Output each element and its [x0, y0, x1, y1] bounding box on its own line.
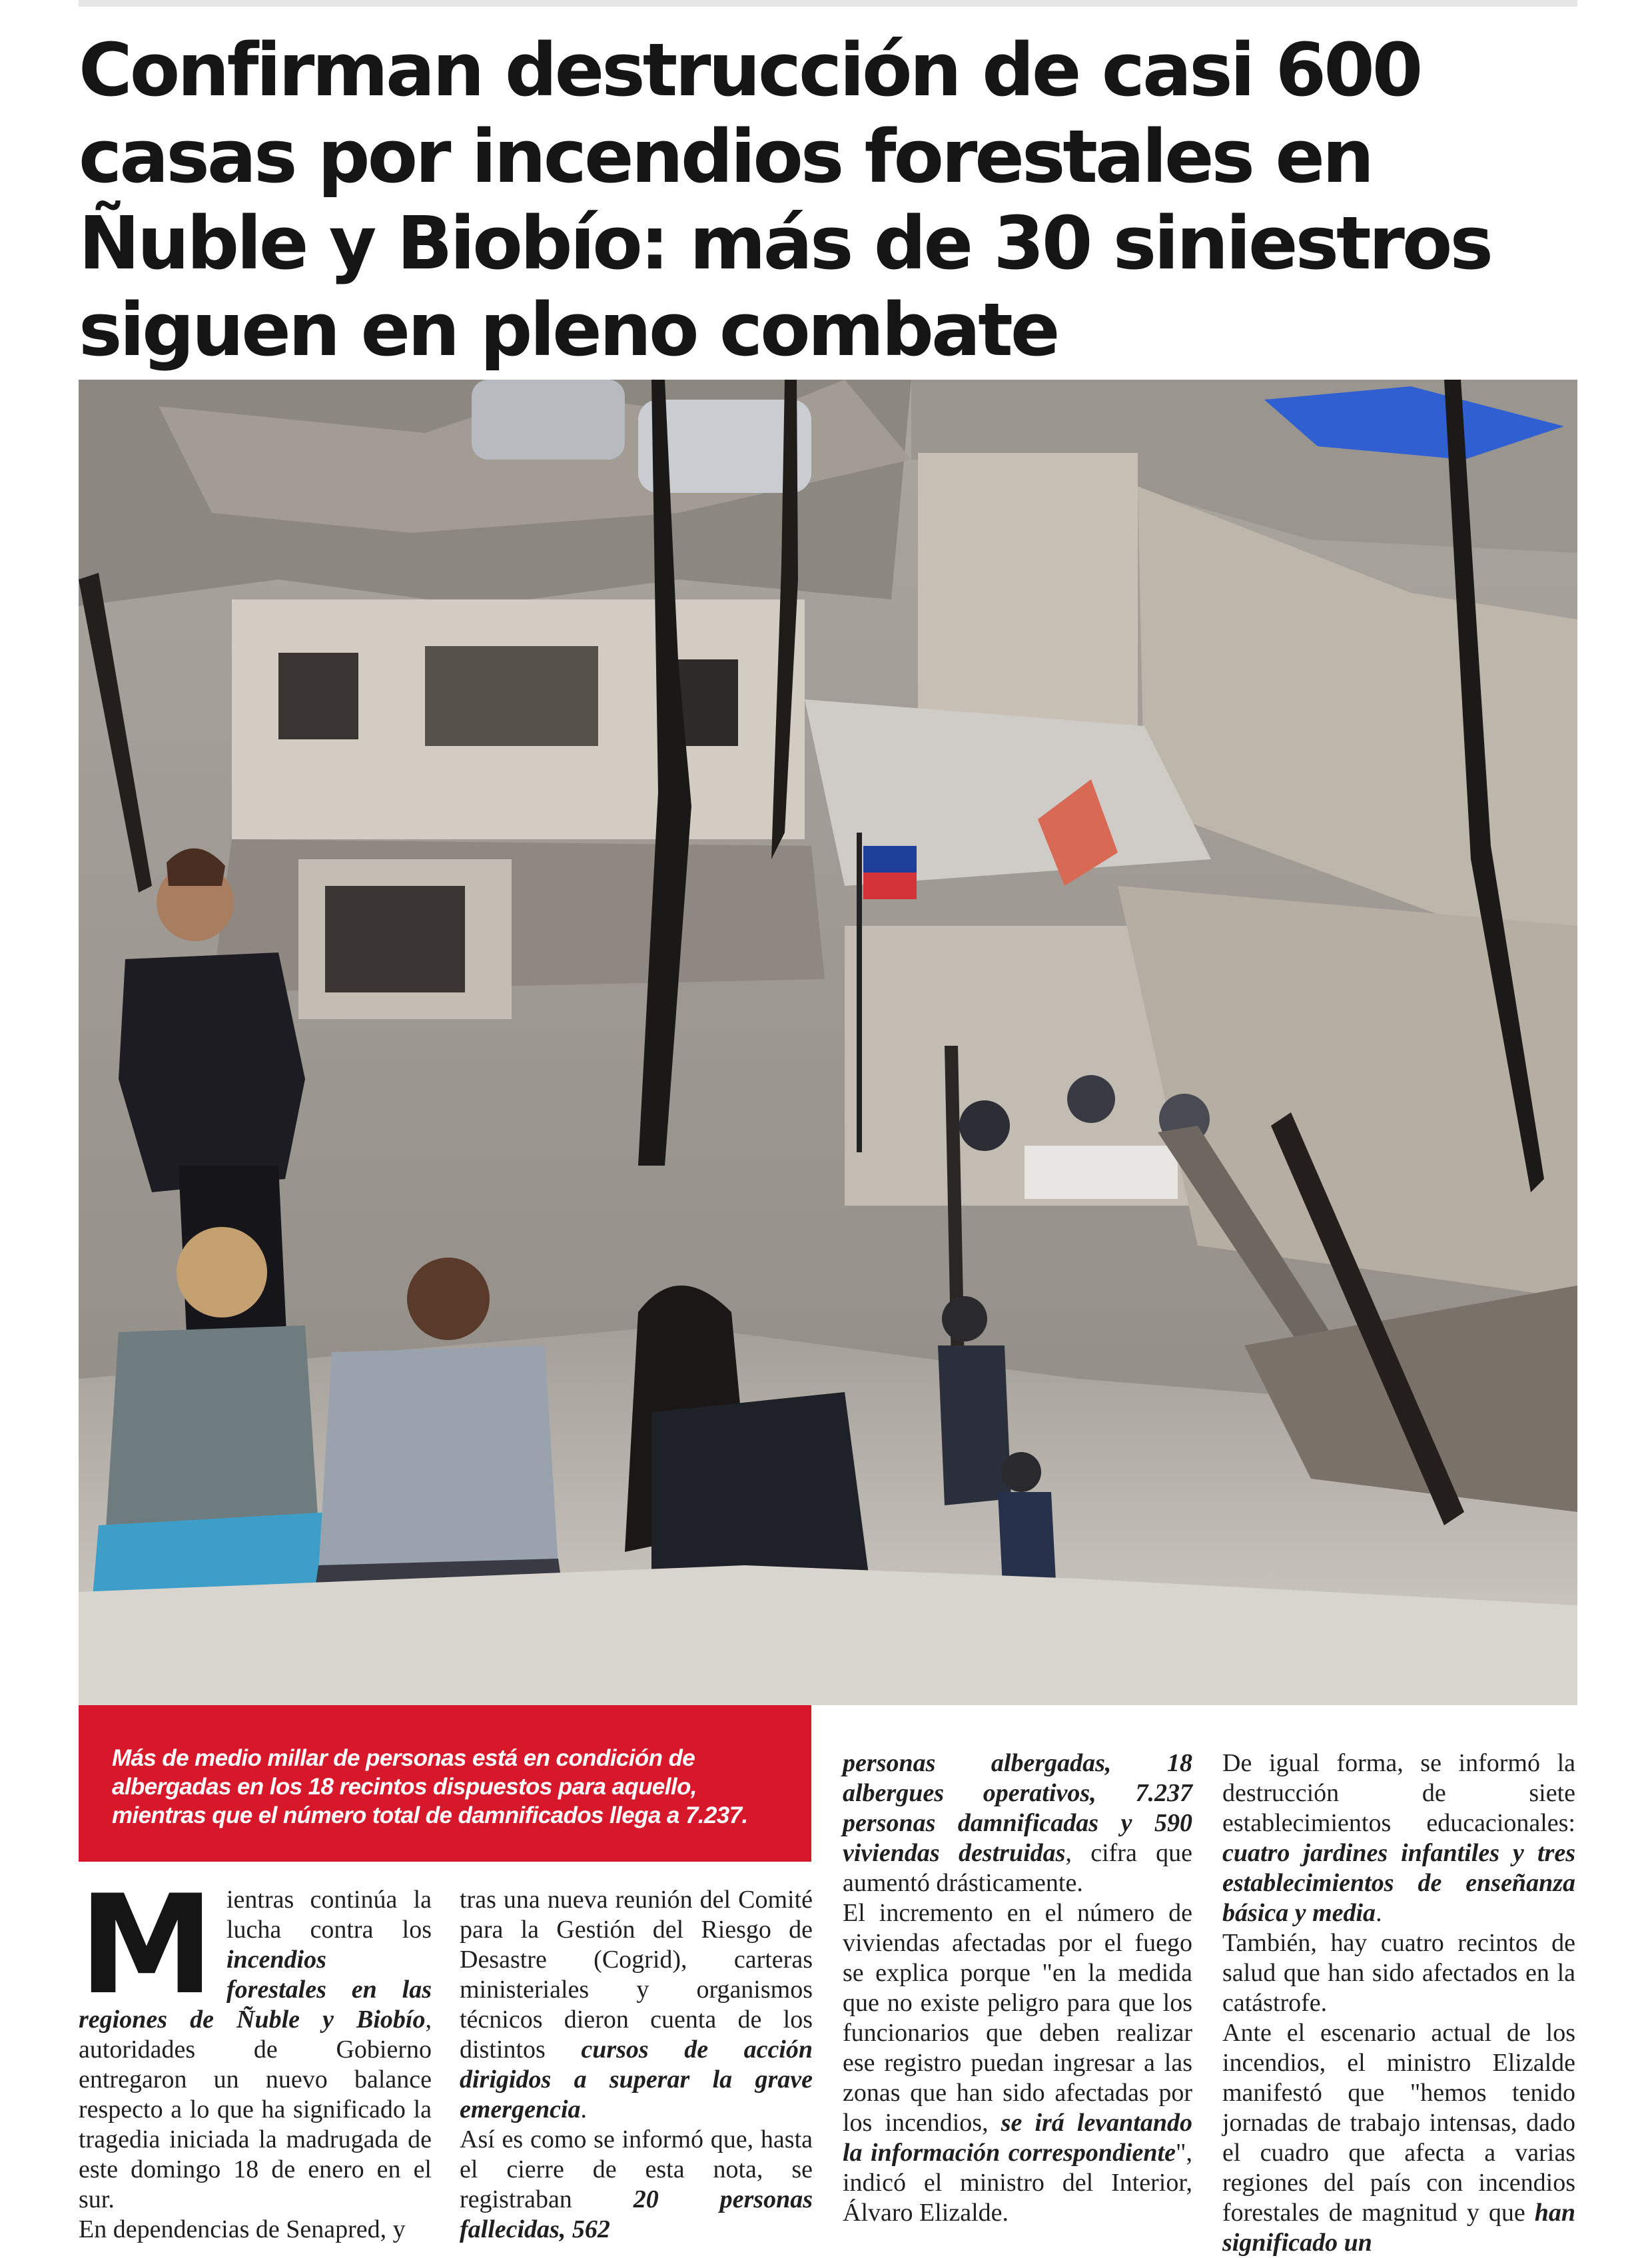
news-photo — [79, 380, 1577, 1705]
article-column-2 — [460, 1885, 813, 2245]
article-column-3 — [843, 1748, 1192, 2228]
article-paragraph: De igual forma, se informó la destrucción de siete establecimientos educacionales: cuatro jardines infantiles y tres establecimientos de enseñanza básica y media. — [1222, 1749, 1575, 1927]
article-column-4 — [1222, 1748, 1575, 2258]
article-paragraph: Así es como se informó que, hasta el cierre de esta nota, se registraban 20 personas fallecidas, 562 — [460, 2125, 813, 2243]
article-paragraph: El incremento en el número de viviendas afectadas por el fuego se explica porque "en la medida que no existe peligro para que los funcionarios que deben realizar ese registro puedan ingresar a las zonas que han sido afectadas por los incendios, se irá levantando la información correspondiente", indicó el ministro del Interior, Álvaro Elizalde. — [843, 1899, 1192, 2227]
photo-caption — [79, 1705, 811, 1862]
article-paragraph: Ante el escenario actual de los incendios, el ministro Elizalde manifestó que "hemos tenido jornadas de trabajo intensas, dado el cuadro que afecta a varias regiones del país con incendios forestales de magnitud y que han significado un — [1222, 2019, 1575, 2257]
top-rule — [79, 0, 1577, 7]
article-paragraph: También, hay cuatro recintos de salud que han sido afectados en la catástrofe. — [1222, 1929, 1575, 2017]
article-paragraph: Mientras continúa la lucha contra los incendios forestales en las regiones de Ñuble y Biobío, autoridades de Gobierno entregaron un nuevo balance respecto a lo que ha significado la tragedia iniciada la madrugada de este domingo 18 de enero en el sur. — [79, 1866, 432, 2213]
headline: Confirman destrucción de casi 600 casas por incendios forestales en Ñuble y Biobío: más de 30 siniestros siguen en pleno combate — [79, 27, 1491, 372]
article-paragraph: En dependencias de Senapred, y — [79, 2215, 406, 2243]
article-paragraph: personas albergadas, 18 albergues operativos, 7.237 personas damnificadas y 590 viviendas destruidas, cifra que aumentó drásticamente. — [843, 1749, 1192, 1897]
drop-cap: M — [79, 1866, 214, 2025]
article-column-1 — [79, 1866, 432, 2245]
article-paragraph: tras una nueva reunión del Comité para la Gestión del Riesgo de Desastre (Cogrid), carteras ministeriales y organismos técnicos dieron cuenta de los distintos cursos de acción dirigidos a superar la grave emergencia. — [460, 1886, 813, 2123]
caption-text: Más de medio millar de personas está en condición de albergadas en los 18 recintos dispuestos para aquello, mientras que el número total de damnificados llega a 7.237. — [112, 1745, 748, 1828]
photo-image — [79, 380, 1577, 1705]
